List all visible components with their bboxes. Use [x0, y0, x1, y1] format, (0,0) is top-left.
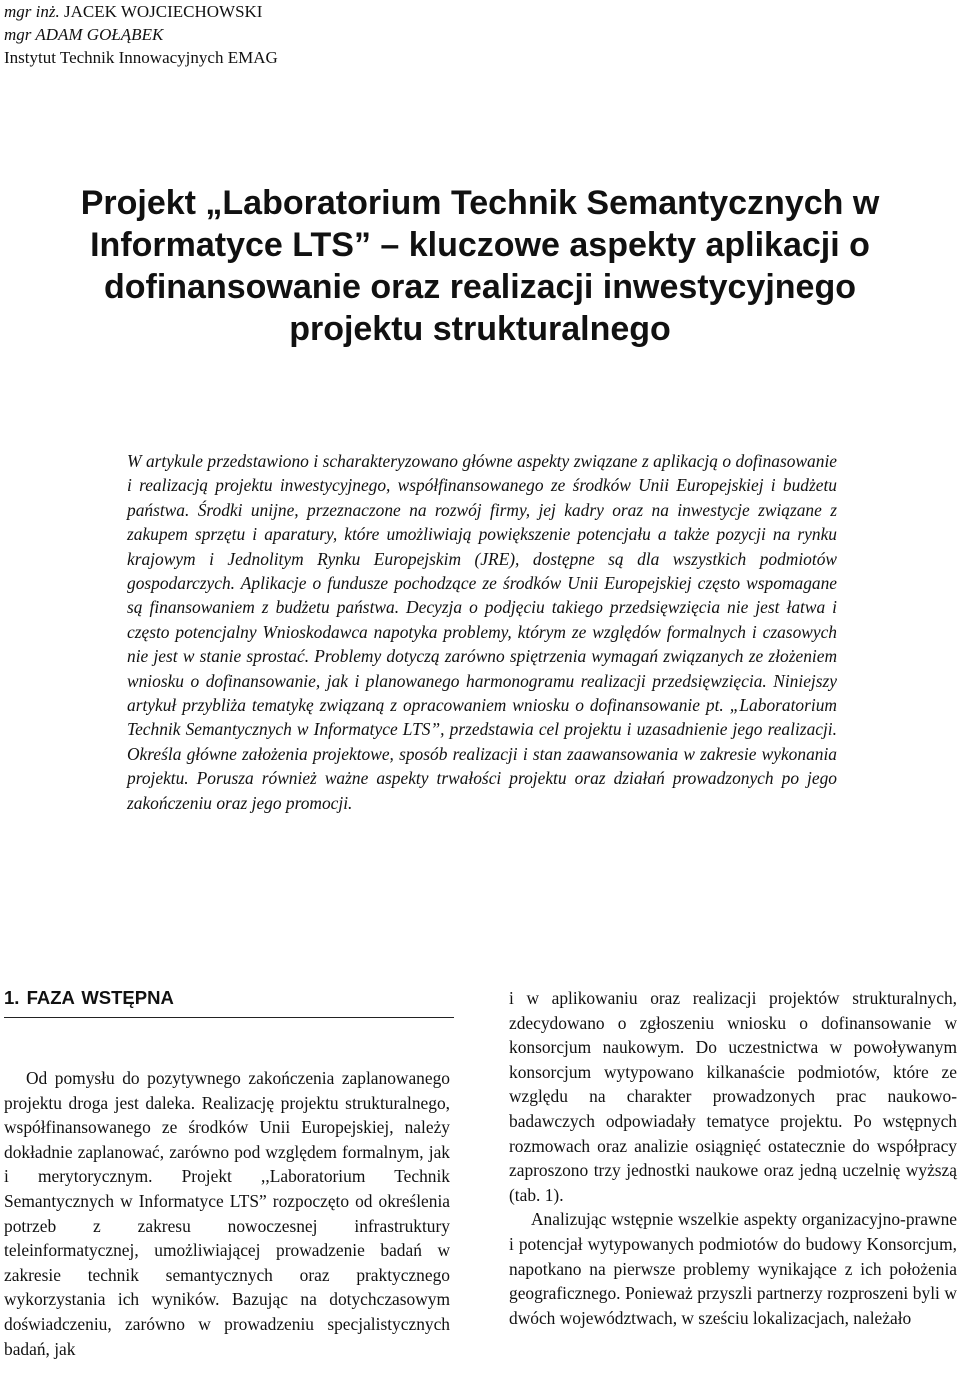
- abstract: W artykule przedstawiono i scharakteryzowano główne aspekty związane z aplikacją o dofinasowanie i realizacją projektu inwestycyjnego, współfinansowanego ze środków Unii Europejskiej i budżetu państwa. Środki unijne, przeznaczone na rozwój firmy, jej kadry oraz na inwestycje związane z zakupem sprzętu i aparatury, które umożliwiają powiększenie potencjału a także pozycji na rynku krajowym i Jednolitym Rynku Europejskim (JRE), dostępne są dla wszystkich podmiotów gospodarczych. Aplikacje o fundusze pochodzące ze środków Unii Europejskiej często wspomagane są finansowaniem z budżetu państwa. Decyzja o podjęciu takiego przedsięwzięcia nie jest łatwa i często potencjalny Wnioskodawca napotyka problemy, którym ze względów formalnych i czasowych nie jest w stanie sprostać. Problemy dotyczą zarówno spiętrzenia wymagań związanych ze złożeniem wniosku o dofinansowanie, jak i planowanego harmonogramu realizacji przedsięwzięcia. Niniejszy artykuł przybliża tematykę związaną z opracowaniem wniosku o dofinansowanie pt. „Laboratorium Technik Semantycznych w Informatyce LTS”, przedstawia cel projektu i uzasadnienie jego realizacji. Określa główne założenia projektowe, sposób realizacji i stan zaawansowania w zakresie wykonania projektu. Porusza również ważne aspekty trwałości projektu oraz działań prowadzonych po jego zakończeniu oraz jego promocji.: [127, 451, 837, 813]
- left-column-paragraph: Od pomysłu do pozytywnego zakończenia zaplanowanego projektu droga jest daleka. Realizację projektu strukturalnego, współfinansowanego ze środków Unii Europejskiej, należy dokładnie zaplanować, zarówno pod względem formalnym, jak i merytorycznym. Projekt ,,Laboratorium Technik Semantycznych w Informatyce LTS” rozpoczęto od określenia potrzeb z zakresu nowoczesnej infrastruktury teleinformatycznej, umożliwiającej prowadzenie badań w zakresie technik semantycznych oraz praktycznego wykorzystania ich wyników. Bazując na dotychczasowym doświadczeniu, zarówno w prowadzeniu specjalistycznych badań, jak: [4, 1068, 450, 1359]
- author-line-2: mgr ADAM GOŁĄBEK: [4, 25, 164, 44]
- author-degree: mgr inż.: [4, 2, 60, 21]
- section-heading: 1. FAZA WSTĘPNA: [4, 985, 454, 1018]
- left-column: [4, 1066, 450, 1361]
- author-name-1: JACEK WOJCIECHOWSKI: [63, 2, 263, 21]
- article-title: Projekt „Laboratorium Technik Semantycznych w Informatyce LTS” – kluczowe aspekty aplikacji o dofinansowanie oraz realizacji inwestycyjnego projektu strukturalnego: [80, 184, 880, 348]
- right-column-paragraph-1: i w aplikowaniu oraz realizacji projektów strukturalnych, zdecydowano o zgłoszeniu wniosku o dofinansowanie w konsorcjum naukowym. Do uczestnictwa w powoływanym konsorcjum wytypowano kilkanaście podmiotów, które ze względu na charakter prowadzonych prac naukowo-badawczych odpowiadały tematyce projektu. Po wstępnych rozmowach oraz analizie osiągnięć ostatecznie do współpracy zaproszono trzy jednostki naukowe oraz jedną uczelnię wyższą (tab. 1).: [509, 988, 957, 1205]
- author-line-1: [4, 0, 278, 23]
- right-column: [509, 986, 957, 1330]
- affiliation: Instytut Technik Innowacyjnych EMAG: [4, 48, 278, 67]
- author-block: [4, 0, 278, 69]
- right-column-paragraph-2: Analizując wstępnie wszelkie aspekty organizacyjno-prawne i potencjał wytypowanych podmiotów do budowy Konsorcjum, napotkano na pierwsze problemy wynikające z ich położenia geograficznego. Ponieważ przyszli partnerzy rozproszeni byli w dwóch województwach, w sześciu lokalizacjach, należało: [509, 1209, 957, 1328]
